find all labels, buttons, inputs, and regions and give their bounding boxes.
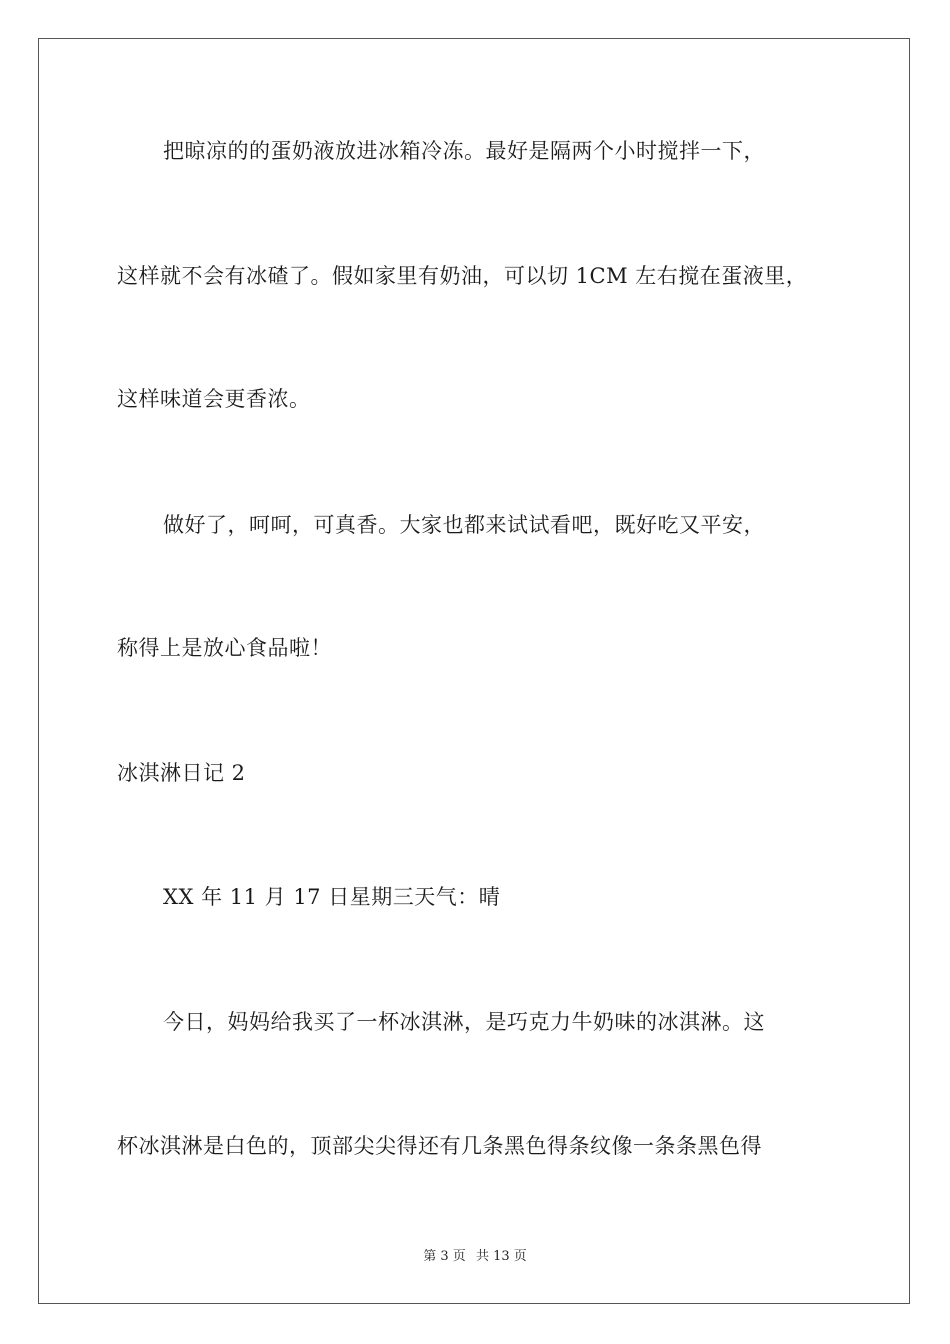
page-footer <box>0 1248 950 1266</box>
page-border <box>38 38 910 1304</box>
paragraph-line: 杯冰淇淋是白色的，顶部尖尖得还有几条黑色得条纹像一条条黑色得 <box>117 1134 762 1158</box>
paragraph-line: 做好了，呵呵，可真香。大家也都来试试看吧，既好吃又平安， <box>163 513 765 537</box>
paragraph-line: 把晾凉的的蛋奶液放进冰箱冷冻。最好是隔两个小时搅拌一下， <box>163 139 765 163</box>
paragraph-line: 这样味道会更香浓。 <box>117 387 311 411</box>
page-number: 第 3 页 <box>423 1249 466 1264</box>
paragraph-line: 这样就不会有冰碴了。假如家里有奶油，可以切 1CM 左右搅在蛋液里， <box>117 264 808 288</box>
date-weather-line: XX 年 11 月 17 日星期三天气：晴 <box>163 885 501 909</box>
section-heading: 冰淇淋日记 2 <box>117 761 246 785</box>
paragraph-line: 今日，妈妈给我买了一杯冰淇淋，是巧克力牛奶味的冰淇淋。这 <box>163 1010 765 1034</box>
paragraph-line: 称得上是放心食品啦！ <box>117 636 332 660</box>
page-total: 共 13 页 <box>475 1249 527 1264</box>
